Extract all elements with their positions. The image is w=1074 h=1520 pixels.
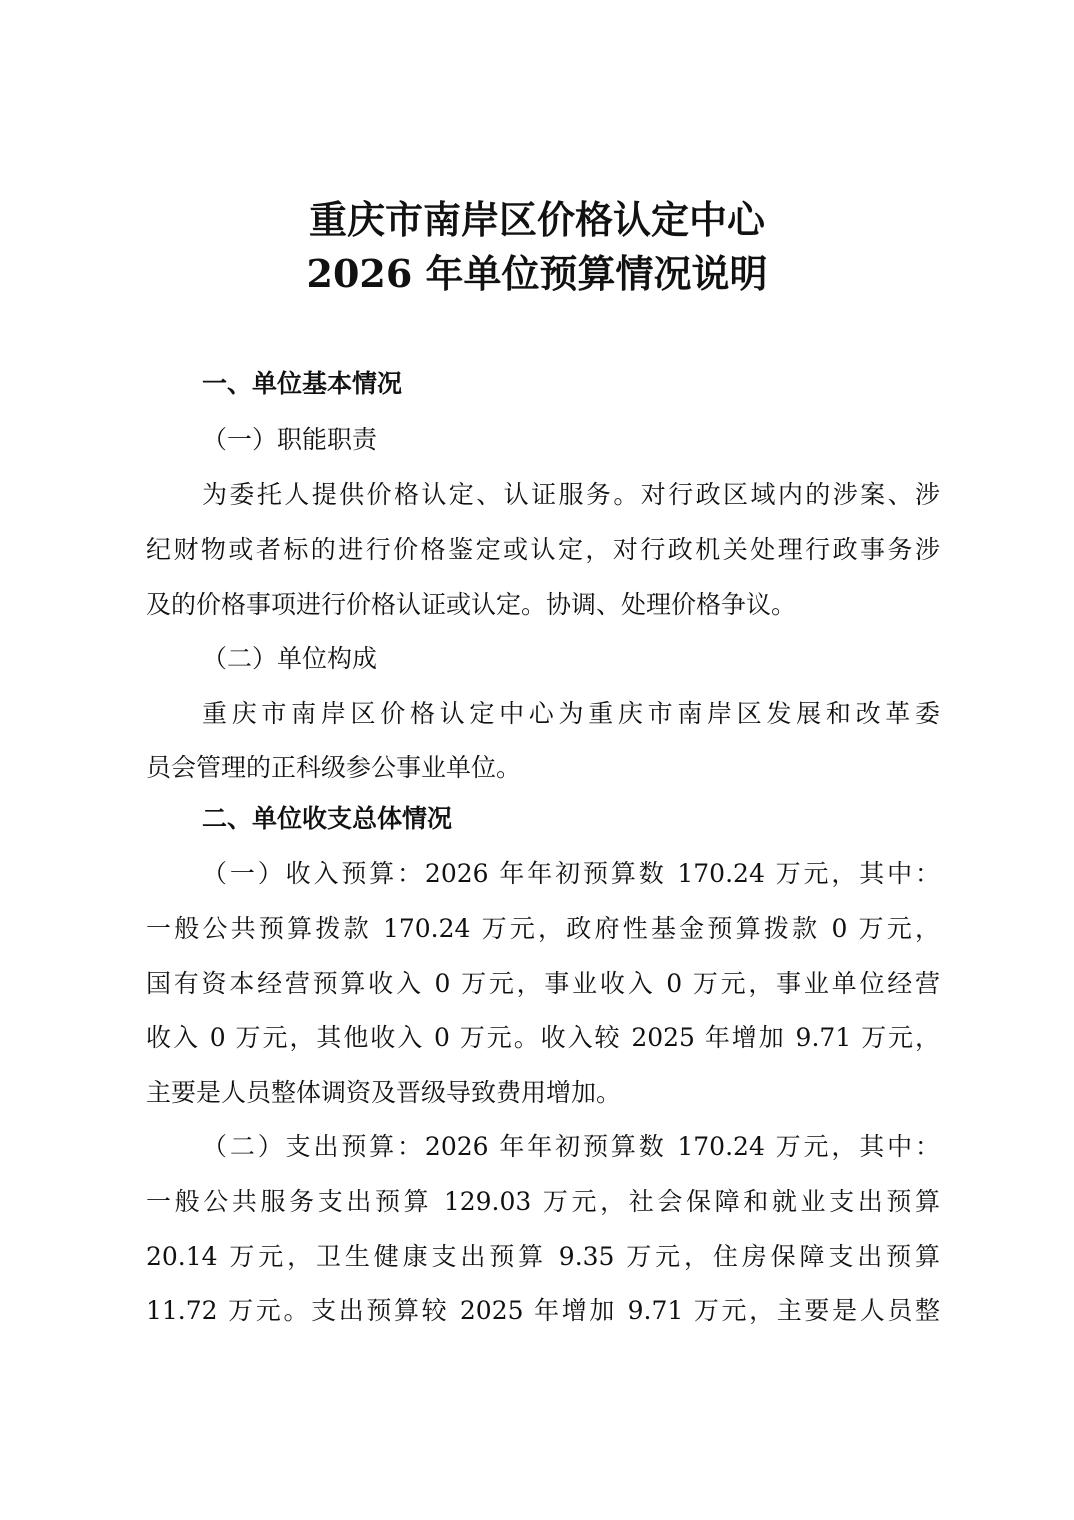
paragraph-line: 收入 0 万元，其他收入 0 万元。收入较 2025 年增加 9.71 万元，: [146, 1023, 940, 1052]
paragraph-line: 11.72 万元。支出预算较 2025 年增加 9.71 万元，主要是人员整: [146, 1296, 940, 1325]
paragraph-line: 一般公共服务支出预算 129.03 万元，社会保障和就业支出预算: [146, 1187, 940, 1216]
paragraph-line: 20.14 万元，卫生健康支出预算 9.35 万元，住房保障支出预算: [146, 1242, 940, 1271]
paragraph-line: 员会管理的正科级参公事业单位。: [146, 753, 522, 782]
paragraph-line: （一）收入预算：2026 年年初预算数 170.24 万元，其中：: [202, 859, 940, 888]
paragraph-line: （二）支出预算：2026 年年初预算数 170.24 万元，其中：: [202, 1132, 940, 1161]
section-heading-budget-overview: 二、单位收支总体情况: [202, 804, 453, 833]
paragraph-line: 及的价格事项进行价格认证或认定。协调、处理价格争议。: [146, 590, 797, 619]
paragraph-line: 为委托人提供价格认定、认证服务。对行政区域内的涉案、涉: [202, 480, 940, 509]
document-title-line-1: 重庆市南岸区价格认定中心: [308, 197, 765, 242]
document-title-line-2: 2026 年单位预算情况说明: [306, 251, 768, 296]
paragraph-line: 一般公共预算拨款 170.24 万元，政府性基金预算拨款 0 万元，: [146, 914, 940, 943]
paragraph-line: 纪财物或者标的进行价格鉴定或认定，对行政机关处理行政事务涉: [146, 535, 940, 564]
paragraph-line: 重庆市南岸区价格认定中心为重庆市南岸区发展和改革委: [202, 699, 940, 728]
subsection-heading-duties: （一）职能职责: [202, 425, 378, 454]
section-heading-basic-info: 一、单位基本情况: [202, 369, 403, 398]
subsection-heading-composition: （二）单位构成: [202, 644, 378, 673]
paragraph-line: 国有资本经营预算收入 0 万元，事业收入 0 万元，事业单位经营: [146, 969, 940, 998]
paragraph-line: 主要是人员整体调资及晋级导致费用增加。: [146, 1078, 622, 1107]
